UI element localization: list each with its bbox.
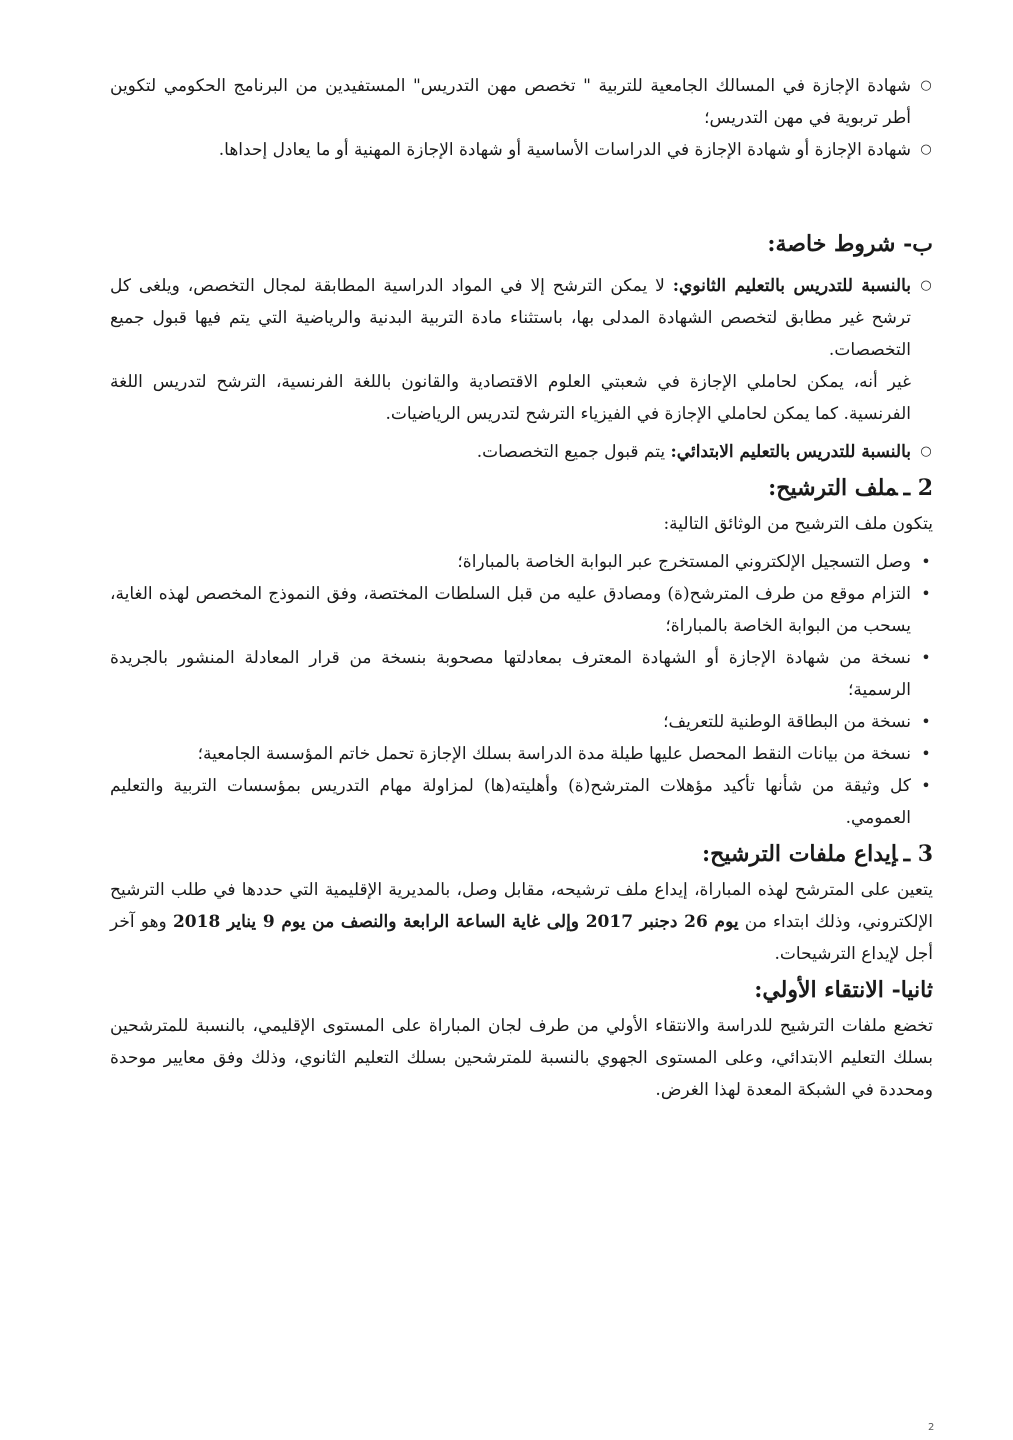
filled-bullet-icon: •	[921, 648, 931, 667]
secondary-label: بالنسبة للتدريس بالتعليم الثانوي:	[672, 276, 911, 296]
list-item	[110, 546, 933, 578]
list-item	[110, 738, 933, 770]
primary-label: بالنسبة للتدريس بالتعليم الابتدائي:	[670, 442, 911, 462]
preselection-heading: ثانيا- الانتقاء الأولي:	[754, 977, 933, 1003]
list-item-text: نسخة من البطاقة الوطنية للتعريف؛	[663, 712, 911, 732]
list-item	[110, 578, 933, 642]
section-number: 3 ـ	[903, 841, 933, 867]
special-conditions-heading: ب- شروط خاصة:	[767, 231, 933, 257]
list-item-text: شهادة الإجازة أو شهادة الإجازة في الدراسات الأساسية أو شهادة الإجازة المهنية أو ما يعادل إحداها.	[218, 140, 911, 160]
application-documents-list	[110, 546, 933, 834]
circle-bullet-icon: ○	[920, 278, 932, 293]
list-item-text: نسخة من بيانات النقط المحصل عليها طيلة مدة الدراسة بسلك الإجازة تحمل خاتم المؤسسة الجامعية؛	[197, 744, 911, 764]
page-number: 2	[928, 1422, 935, 1433]
list-item	[110, 134, 933, 166]
circle-bullet-icon: ○	[920, 444, 932, 459]
list-item	[110, 436, 933, 468]
preselection-paragraph: تخضع ملفات الترشيح للدراسة والانتقاء الأولي من طرف لجان المباراة على المستوى الإقليمي، بالنسبة للمترشحين بسلك التعليم الابتدائي، وعلى المستوى الجهوي بالنسبة للمترشحين بسلك التعليم الثانوي، وذلك وفق معايير موحدة ومحددة في الشبكة المعدة لهذا الغرض.	[110, 1016, 933, 1100]
list-item-text: نسخة من شهادة الإجازة أو الشهادة المعترف بمعادلتها مصحوبة بنسخة من قرار المعادلة المنشور بالجريدة الرسمية؛	[110, 648, 911, 700]
application-file-heading	[110, 468, 933, 508]
document-content	[110, 70, 933, 1106]
list-item-text: وصل التسجيل الإلكتروني المستخرج عبر البوابة الخاصة بالمباراة؛	[457, 552, 911, 572]
section-title: إيداع ملفات الترشيح:	[702, 841, 898, 867]
filled-bullet-icon: •	[921, 744, 931, 763]
circle-bullet-icon: ○	[920, 78, 932, 93]
list-item	[110, 642, 933, 706]
degree-list	[110, 70, 933, 166]
list-item	[110, 770, 933, 834]
circle-bullet-icon: ○	[920, 142, 932, 157]
submission-deadline: يوم 26 دجنبر 2017 وإلى غاية الساعة الرابعة والنصف من يوم 9 يناير 2018	[172, 912, 739, 932]
list-item	[110, 706, 933, 738]
filled-bullet-icon: •	[921, 584, 931, 603]
primary-conditions-list	[110, 436, 933, 468]
list-item-text: التزام موقع من طرف المترشح(ة) ومصادق عليه من قبل السلطات المختصة، وفق النموذج المخصص لهذه الغاية، يسحب من البوابة الخاصة بالمباراة؛	[110, 584, 911, 636]
file-submission-heading	[110, 834, 933, 874]
application-file-intro: يتكون ملف الترشيح من الوثائق التالية:	[663, 514, 933, 534]
file-submission-paragraph	[110, 874, 933, 970]
list-item	[110, 70, 933, 134]
special-conditions-list	[110, 270, 933, 366]
primary-text: يتم قبول جميع التخصصات.	[476, 442, 671, 462]
filled-bullet-icon: •	[921, 776, 931, 795]
section-number: 2 ـ	[903, 475, 933, 501]
exception-paragraph: غير أنه، يمكن لحاملي الإجازة في شعبتي العلوم الاقتصادية والقانون باللغة الفرنسية، الترشح لتدريس اللغة الفرنسية. كما يمكن لحاملي الإجازة في الفيزياء الترشح لتدريس الرياضيات.	[110, 372, 911, 424]
section-title: ملف الترشيح:	[768, 475, 898, 501]
filled-bullet-icon: •	[921, 712, 931, 731]
list-item-text: كل وثيقة من شأنها تأكيد مؤهلات المترشح(ة) وأهليته(ها) لمزاولة مهام التدريس بمؤسسات التربية والتعليم العمومي.	[110, 776, 911, 828]
submission-text-start: يتعين على المترشح لهذه المباراة، إيداع ملف ترشيحه، مقابل وصل، بالمديرية الإقليمية التي حددها في طلب الترشيح الإلكتروني، وذلك ابتداء من	[110, 880, 933, 932]
secondary-text: لا يمكن الترشح إلا في المواد الدراسية المطابقة لمجال التخصص، ويلغى كل ترشح غير مطابق لتخصص الشهادة المدلى بها، باستثناء مادة التربية البدنية والرياضية التي يتم فيها قبول جميع التخصصات.	[110, 276, 911, 360]
list-item	[110, 270, 933, 366]
filled-bullet-icon: •	[921, 552, 931, 571]
list-item-text: شهادة الإجازة في المسالك الجامعية للتربية " تخصص مهن التدريس" المستفيدين من البرنامج الحكومي لتكوين أطر تربوية في مهن التدريس؛	[110, 76, 911, 128]
submission-text-end: وهو آخر أجل لإيداع الترشيحات.	[110, 912, 933, 964]
